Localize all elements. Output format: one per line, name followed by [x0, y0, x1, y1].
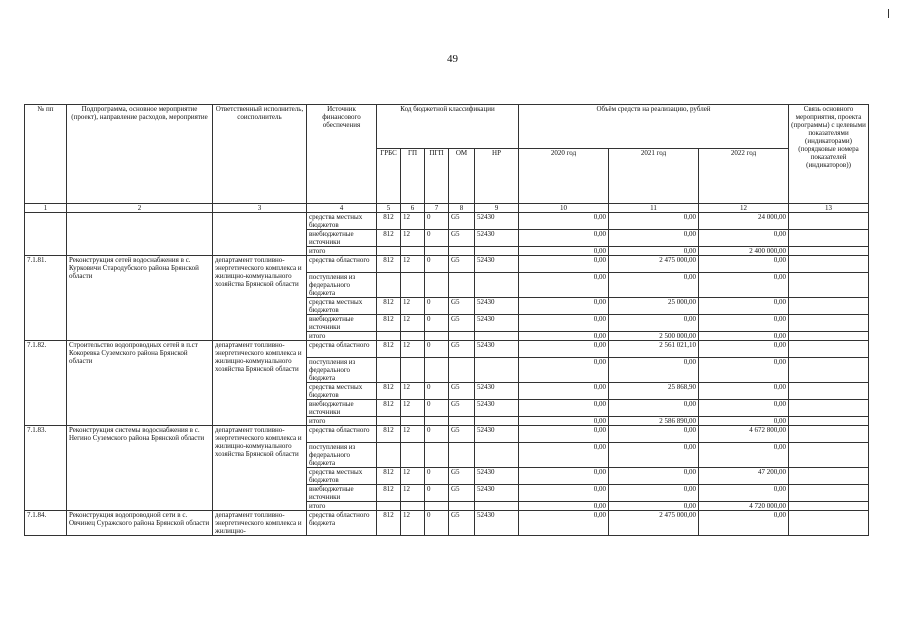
cell-source: средства местных бюджетов	[307, 213, 377, 230]
cell-source: итого	[307, 417, 377, 426]
cell-y2022: 0,00	[699, 315, 789, 332]
header-gp: ГП	[401, 149, 425, 204]
cell-om: G5	[449, 426, 475, 443]
cell-y2022: 2 400 000,00	[699, 247, 789, 256]
cell-y2021: 0,00	[609, 468, 699, 485]
cell-grbs: 812	[377, 213, 401, 230]
cell-y2021: 2 561 021,10	[609, 341, 699, 358]
cell-gp: 12	[401, 426, 425, 443]
cell-grbs: 812	[377, 400, 401, 417]
cell-gp: 12	[401, 230, 425, 247]
cell-link	[789, 417, 869, 426]
cell-link	[789, 315, 869, 332]
cell-link	[789, 468, 869, 485]
cell-grbs: 812	[377, 315, 401, 332]
cell-link	[789, 443, 869, 468]
cell-y2022: 0,00	[699, 443, 789, 468]
cell-y2022: 0,00	[699, 332, 789, 341]
cell-pgp: 0	[425, 485, 449, 502]
cell-gp: 12	[401, 383, 425, 400]
cell-nr: 52430	[475, 383, 519, 400]
cell-nr: 52430	[475, 213, 519, 230]
cell-y2020: 0,00	[519, 417, 609, 426]
cell-y2022: 0,00	[699, 511, 789, 536]
cell-y2021: 0,00	[609, 443, 699, 468]
cell-pgp: 0	[425, 315, 449, 332]
cell-grbs: 812	[377, 383, 401, 400]
cell-nr: 52430	[475, 256, 519, 273]
cell-source: поступления из федерального бюджета	[307, 273, 377, 298]
cell-grbs	[377, 417, 401, 426]
cell-y2022: 0,00	[699, 230, 789, 247]
cell-link	[789, 256, 869, 273]
cell-gp	[401, 247, 425, 256]
cell-y2020: 0,00	[519, 213, 609, 230]
cell-y2021: 0,00	[609, 426, 699, 443]
cell-source: итого	[307, 247, 377, 256]
cell-nr	[475, 443, 519, 468]
cell-gp	[401, 443, 425, 468]
cell-nr: 52430	[475, 400, 519, 417]
cell-grbs	[377, 332, 401, 341]
cell-no: 7.1.82.	[25, 341, 67, 426]
cell-link	[789, 298, 869, 315]
cell-pgp: 0	[425, 341, 449, 358]
column-number: 8	[449, 204, 475, 213]
column-number-row	[25, 204, 869, 213]
cell-om: G5	[449, 213, 475, 230]
cell-om: G5	[449, 511, 475, 536]
cell-link	[789, 341, 869, 358]
table-row	[25, 213, 869, 230]
table-row	[25, 256, 869, 273]
cell-grbs	[377, 502, 401, 511]
header-year-2020: 2020 год	[519, 149, 609, 204]
header-year-2022: 2022 год	[699, 149, 789, 204]
cell-om: G5	[449, 298, 475, 315]
cell-y2021: 2 586 890,00	[609, 417, 699, 426]
cell-gp	[401, 273, 425, 298]
cell-pgp: 0	[425, 426, 449, 443]
column-number: 11	[609, 204, 699, 213]
cell-nr	[475, 332, 519, 341]
cell-source: итого	[307, 502, 377, 511]
cell-y2022: 0,00	[699, 341, 789, 358]
cell-gp: 12	[401, 341, 425, 358]
cell-link	[789, 230, 869, 247]
cell-link	[789, 383, 869, 400]
cell-nr: 52430	[475, 468, 519, 485]
table-row	[25, 341, 869, 358]
cell-link	[789, 332, 869, 341]
cell-y2021: 0,00	[609, 273, 699, 298]
table-row	[25, 426, 869, 443]
header-pgp: ПГП	[425, 149, 449, 204]
cell-y2020: 0,00	[519, 358, 609, 383]
cell-source: внебюджетные источники	[307, 230, 377, 247]
header-om: ОМ	[449, 149, 475, 204]
cell-exec: департамент топливно-энергетического комплекса и жилищно-	[213, 511, 307, 536]
cell-y2022: 0,00	[699, 273, 789, 298]
cell-y2021: 0,00	[609, 247, 699, 256]
column-number: 1	[25, 204, 67, 213]
cell-pgp: 0	[425, 511, 449, 536]
cell-grbs	[377, 247, 401, 256]
header-volume: Объём средств на реализацию, рублей	[519, 105, 789, 149]
cell-y2020: 0,00	[519, 256, 609, 273]
cell-y2020: 0,00	[519, 332, 609, 341]
cell-pgp	[425, 502, 449, 511]
cell-gp	[401, 502, 425, 511]
cell-om: G5	[449, 256, 475, 273]
cell-y2021: 2 475 000,00	[609, 511, 699, 536]
header-subprogram: Подпрограмма, основное мероприятие (проект), направление расходов, мероприятие	[67, 105, 213, 204]
cell-nr: 52430	[475, 315, 519, 332]
column-number: 12	[699, 204, 789, 213]
cell-link	[789, 247, 869, 256]
margin-mark	[888, 9, 889, 18]
cell-source: средства местных бюджетов	[307, 468, 377, 485]
cell-y2022: 24 000,00	[699, 213, 789, 230]
cell-y2020: 0,00	[519, 247, 609, 256]
cell-link	[789, 273, 869, 298]
cell-gp	[401, 332, 425, 341]
cell-link	[789, 485, 869, 502]
cell-y2021: 0,00	[609, 315, 699, 332]
cell-y2022: 47 200,00	[699, 468, 789, 485]
cell-y2021: 2 475 000,00	[609, 256, 699, 273]
cell-source: внебюджетные источники	[307, 485, 377, 502]
cell-om	[449, 358, 475, 383]
cell-name: Строительство водопроводных сетей в п.ст Кокоревка Суземского района Брянской области	[67, 341, 213, 426]
cell-y2020: 0,00	[519, 426, 609, 443]
cell-grbs	[377, 443, 401, 468]
cell-grbs	[377, 273, 401, 298]
cell-source: внебюджетные источники	[307, 315, 377, 332]
cell-om: G5	[449, 400, 475, 417]
cell-link	[789, 400, 869, 417]
column-number: 2	[67, 204, 213, 213]
cell-y2022: 0,00	[699, 400, 789, 417]
cell-y2020: 0,00	[519, 485, 609, 502]
cell-y2022: 4 672 800,00	[699, 426, 789, 443]
cell-y2020: 0,00	[519, 511, 609, 536]
cell-name: Реконструкция сетей водоснабжения в с. Курковичи Стародубского района Брянской области	[67, 256, 213, 341]
cell-y2021: 0,00	[609, 485, 699, 502]
cell-source: средства местных бюджетов	[307, 383, 377, 400]
cell-no: 7.1.83.	[25, 426, 67, 511]
cell-om: G5	[449, 468, 475, 485]
cell-om: G5	[449, 485, 475, 502]
cell-nr: 52430	[475, 341, 519, 358]
cell-grbs: 812	[377, 426, 401, 443]
cell-nr	[475, 358, 519, 383]
cell-pgp	[425, 247, 449, 256]
cell-om	[449, 273, 475, 298]
cell-pgp: 0	[425, 383, 449, 400]
cell-no	[25, 213, 67, 256]
header-year-2021: 2021 год	[609, 149, 699, 204]
cell-pgp	[425, 273, 449, 298]
header-budget-code: Код бюджетной классификации	[377, 105, 519, 149]
cell-om	[449, 443, 475, 468]
budget-table	[24, 104, 869, 536]
cell-y2020: 0,00	[519, 400, 609, 417]
cell-om: G5	[449, 383, 475, 400]
cell-nr: 52430	[475, 511, 519, 536]
cell-grbs: 812	[377, 298, 401, 315]
cell-grbs: 812	[377, 468, 401, 485]
cell-gp: 12	[401, 213, 425, 230]
column-number: 4	[307, 204, 377, 213]
cell-gp	[401, 358, 425, 383]
cell-exec: департамент топливно-энергетического комплекса и жилищно-коммунального хозяйства Брянской области	[213, 426, 307, 511]
cell-y2021: 0,00	[609, 358, 699, 383]
cell-y2020: 0,00	[519, 383, 609, 400]
cell-link	[789, 213, 869, 230]
cell-om	[449, 332, 475, 341]
header-link: Связь основного мероприятия, проекта (программы) с целевыми показателями (индикаторами) (порядковые номера показателей (индикаторов))	[789, 105, 869, 204]
cell-name	[67, 213, 213, 256]
column-number: 9	[475, 204, 519, 213]
cell-name: Реконструкция системы водоснабжения в с. Негино Суземского района Брянской области	[67, 426, 213, 511]
cell-gp: 12	[401, 256, 425, 273]
cell-pgp: 0	[425, 400, 449, 417]
cell-om	[449, 417, 475, 426]
cell-y2022: 0,00	[699, 298, 789, 315]
header-executor: Ответственный исполнитель, соисполнитель	[213, 105, 307, 204]
cell-source: средства областного	[307, 341, 377, 358]
cell-gp: 12	[401, 511, 425, 536]
cell-link	[789, 426, 869, 443]
cell-y2021: 0,00	[609, 230, 699, 247]
cell-y2021: 2 500 000,00	[609, 332, 699, 341]
cell-y2020: 0,00	[519, 315, 609, 332]
cell-y2022: 4 720 000,00	[699, 502, 789, 511]
cell-om: G5	[449, 315, 475, 332]
cell-y2020: 0,00	[519, 468, 609, 485]
cell-pgp	[425, 358, 449, 383]
cell-grbs: 812	[377, 341, 401, 358]
cell-pgp: 0	[425, 230, 449, 247]
cell-link	[789, 502, 869, 511]
header-no: № пп	[25, 105, 67, 204]
cell-gp: 12	[401, 298, 425, 315]
cell-nr	[475, 502, 519, 511]
cell-gp: 12	[401, 315, 425, 332]
cell-y2021: 0,00	[609, 400, 699, 417]
cell-pgp	[425, 443, 449, 468]
cell-y2022: 0,00	[699, 256, 789, 273]
column-number: 5	[377, 204, 401, 213]
cell-exec: департамент топливно-энергетического комплекса и жилищно-коммунального хозяйства Брянской области	[213, 341, 307, 426]
cell-nr: 52430	[475, 426, 519, 443]
cell-exec: департамент топливно-энергетического комплекса и жилищно-коммунального хозяйства Брянской области	[213, 256, 307, 341]
cell-y2020: 0,00	[519, 298, 609, 315]
cell-y2021: 25 868,90	[609, 383, 699, 400]
column-number: 7	[425, 204, 449, 213]
cell-om: G5	[449, 341, 475, 358]
column-number: 6	[401, 204, 425, 213]
cell-link	[789, 511, 869, 536]
header-nr: НР	[475, 149, 519, 204]
column-number: 13	[789, 204, 869, 213]
cell-source: средства областного	[307, 256, 377, 273]
header-source: Источник финансового обеспечения	[307, 105, 377, 204]
cell-y2022: 0,00	[699, 383, 789, 400]
cell-nr	[475, 247, 519, 256]
page-number: 49	[447, 53, 458, 65]
cell-grbs: 812	[377, 256, 401, 273]
cell-link	[789, 358, 869, 383]
column-number: 10	[519, 204, 609, 213]
cell-name: Реконструкция водопроводной сети в с. Овчинец Суражского района Брянской области	[67, 511, 213, 536]
cell-nr	[475, 273, 519, 298]
cell-om: G5	[449, 230, 475, 247]
cell-y2021: 0,00	[609, 502, 699, 511]
cell-source: средства областного бюджета	[307, 511, 377, 536]
cell-grbs: 812	[377, 511, 401, 536]
cell-source: поступления из федерального бюджета	[307, 358, 377, 383]
cell-source: поступления из федерального бюджета	[307, 443, 377, 468]
cell-nr: 52430	[475, 298, 519, 315]
column-number: 3	[213, 204, 307, 213]
cell-grbs: 812	[377, 485, 401, 502]
cell-om	[449, 247, 475, 256]
cell-source: средства областного	[307, 426, 377, 443]
header-grbs: ГРБС	[377, 149, 401, 204]
cell-source: итого	[307, 332, 377, 341]
cell-pgp: 0	[425, 213, 449, 230]
cell-source: внебюджетные источники	[307, 400, 377, 417]
table-row	[25, 511, 869, 536]
cell-y2022: 0,00	[699, 417, 789, 426]
cell-y2022: 0,00	[699, 485, 789, 502]
cell-pgp: 0	[425, 468, 449, 485]
cell-gp: 12	[401, 400, 425, 417]
cell-pgp: 0	[425, 298, 449, 315]
cell-source: средства местных бюджетов	[307, 298, 377, 315]
cell-y2020: 0,00	[519, 230, 609, 247]
cell-om	[449, 502, 475, 511]
cell-no: 7.1.81.	[25, 256, 67, 341]
cell-y2020: 0,00	[519, 341, 609, 358]
cell-grbs: 812	[377, 230, 401, 247]
cell-grbs	[377, 358, 401, 383]
cell-y2022: 0,00	[699, 358, 789, 383]
cell-gp	[401, 417, 425, 426]
cell-nr: 52430	[475, 230, 519, 247]
cell-y2020: 0,00	[519, 443, 609, 468]
cell-y2020: 0,00	[519, 502, 609, 511]
cell-pgp	[425, 332, 449, 341]
cell-gp: 12	[401, 468, 425, 485]
cell-pgp	[425, 417, 449, 426]
cell-no: 7.1.84.	[25, 511, 67, 536]
cell-pgp: 0	[425, 256, 449, 273]
cell-nr	[475, 417, 519, 426]
cell-y2020: 0,00	[519, 273, 609, 298]
cell-y2021: 25 000,00	[609, 298, 699, 315]
cell-exec	[213, 213, 307, 256]
cell-gp: 12	[401, 485, 425, 502]
cell-nr: 52430	[475, 485, 519, 502]
cell-y2021: 0,00	[609, 213, 699, 230]
